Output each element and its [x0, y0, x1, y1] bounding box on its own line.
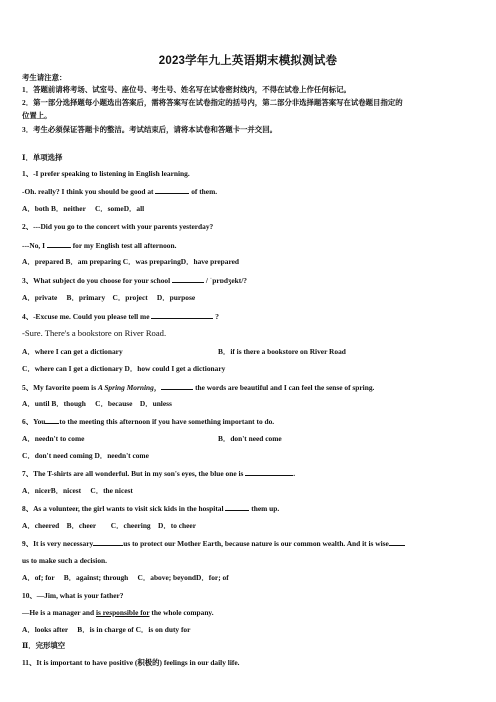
section1-heading: Ⅰ．单项选择 [22, 153, 63, 162]
notice-item-1: 1．答题前请将考场、试室号、座位号、考生号、姓名写在试卷密封线内，不得在试卷上作任何标记。 [22, 85, 351, 94]
answer-blank [389, 538, 405, 546]
q9-stem [22, 538, 482, 548]
answer-blank [151, 311, 213, 319]
q5-text-a: 5、My favorite poem is [22, 383, 98, 392]
notice-item-2-cont: 位置上。 [22, 111, 52, 120]
page-title: 2023学年九上英语期末模拟测试卷 [158, 55, 338, 67]
q2-stem: 2、---Did you go to the concert with your parents yesterday? [22, 222, 214, 231]
q5-stem [22, 382, 482, 392]
q7-text-a: 7、The T-shirts are all wonderful. But in my son's eyes, the blue one is [22, 469, 244, 478]
answer-blank [172, 275, 204, 283]
q2-options: A．prepared B．am preparing C．was preparingD．have prepared [22, 257, 240, 266]
q2-stem-line2 [22, 240, 482, 250]
q11-stem: 11、It is important to have positive (积极的) feelings in our daily life. [22, 658, 240, 667]
notice-heading: 考生请注意： [22, 73, 67, 82]
q4-options-ab [22, 347, 482, 356]
q5-options: A．until B．though C．because D．unless [22, 399, 172, 408]
answer-blank [225, 503, 249, 511]
answer-blank [161, 382, 193, 390]
notice-item-2: 2．第一部分选择题每小题选出答案后，需将答案写在试卷指定的括号内，第二部分非选择题答案写在试卷题目指定的 [22, 98, 403, 107]
q4-answer-line: -Sure. There's a bookstore on River Road. [22, 328, 167, 338]
q3-options: A．private B．primary C．project D．purpose [22, 293, 196, 302]
q8-stem [22, 503, 482, 513]
q10-stem: 10、—Jim, what is your father? [22, 591, 124, 600]
answer-blank [45, 416, 59, 424]
q10-options: A．looks after B．is in charge of C．is on duty for [22, 625, 191, 634]
q4-text-b: ? [215, 312, 219, 321]
notice-item-3: 3．考生必须保证答题卡的整洁。考试结束后，请将本试卷和答题卡一并交回。 [22, 125, 277, 134]
q4-option-b: B．if is there a bookstore on River Road [218, 347, 346, 356]
q4-text-a: 4、-Excuse me. Could you please tell me [22, 312, 150, 321]
q6-option-b: B．don't need come [218, 434, 282, 443]
q1-stem: 1、-I prefer speaking to listening in English learning. [22, 169, 190, 178]
answer-blank [47, 240, 71, 248]
q4-option-a: A．where I can get a dictionary [22, 347, 123, 356]
q2-text-b: for my English test all afternoon. [72, 241, 177, 250]
q9-text-a: 9、It is very necessary [22, 539, 94, 548]
q5-poem-title: A Spring Morning [97, 383, 154, 392]
q6-options-ab [22, 434, 482, 443]
q7-stem [22, 468, 482, 478]
q10-text-a: —He is a manager and [22, 608, 96, 617]
q6-options-cd: C．don't need coming D．needn't come [22, 451, 149, 460]
q1-stem-line2 [22, 186, 482, 196]
q1-text-b: of them. [191, 187, 218, 196]
q9-text-b: us to protect our Mother Earth, because nature is our common wealth. And it is wise [123, 539, 389, 548]
q8-options: A．cheered B．cheer C．cheering D．to cheer [22, 521, 196, 530]
q4-options-cd: C．where can I get a dictionary D．how could I get a dictionary [22, 364, 226, 373]
q7-options: A．nicerB．nicest C．the nicest [22, 486, 133, 495]
q8-text-b: them up. [251, 504, 280, 513]
q6-stem [22, 416, 482, 426]
q5-comma: ， [153, 383, 162, 392]
q3-stem [22, 275, 482, 285]
answer-blank [93, 538, 123, 546]
q3-text-a: 3、What subject do you choose for your school [22, 276, 171, 285]
q6-option-a: A．needn't to come [22, 434, 85, 443]
q10-underlined-phrase: is responsible for [95, 608, 150, 617]
q3-text-b: / ˈprɒdʒekt/? [205, 276, 247, 285]
q10-text-b: the whole company. [149, 608, 214, 617]
q8-text-a: 8、As a volunteer, the girl wants to visit sick kids in the hospital [22, 504, 224, 513]
q7-text-b: . [293, 469, 296, 478]
q6-text-b: to the meeting this afternoon if you have something important to do. [59, 417, 275, 426]
q9-options: A．of; for B．against; through C．above; beyondD．for; of [22, 573, 229, 582]
section2-heading: Ⅱ．完形填空 [22, 641, 66, 650]
q6-text-a: 6、You [22, 417, 46, 426]
q2-text-a: ---No, I [22, 241, 45, 250]
q5-text-c: the words are beautiful and I can feel the sense of spring. [193, 383, 375, 392]
q1-options: A．both B．neither C．someD．all [22, 204, 145, 213]
answer-blank [155, 186, 189, 194]
q9-stem-line2: us to make such a decision. [22, 556, 108, 565]
q10-stem-line2 [22, 608, 482, 617]
q4-stem [22, 311, 482, 321]
answer-blank [245, 468, 296, 478]
q1-text-a: -Oh. really? I think you should be good at [22, 187, 154, 196]
